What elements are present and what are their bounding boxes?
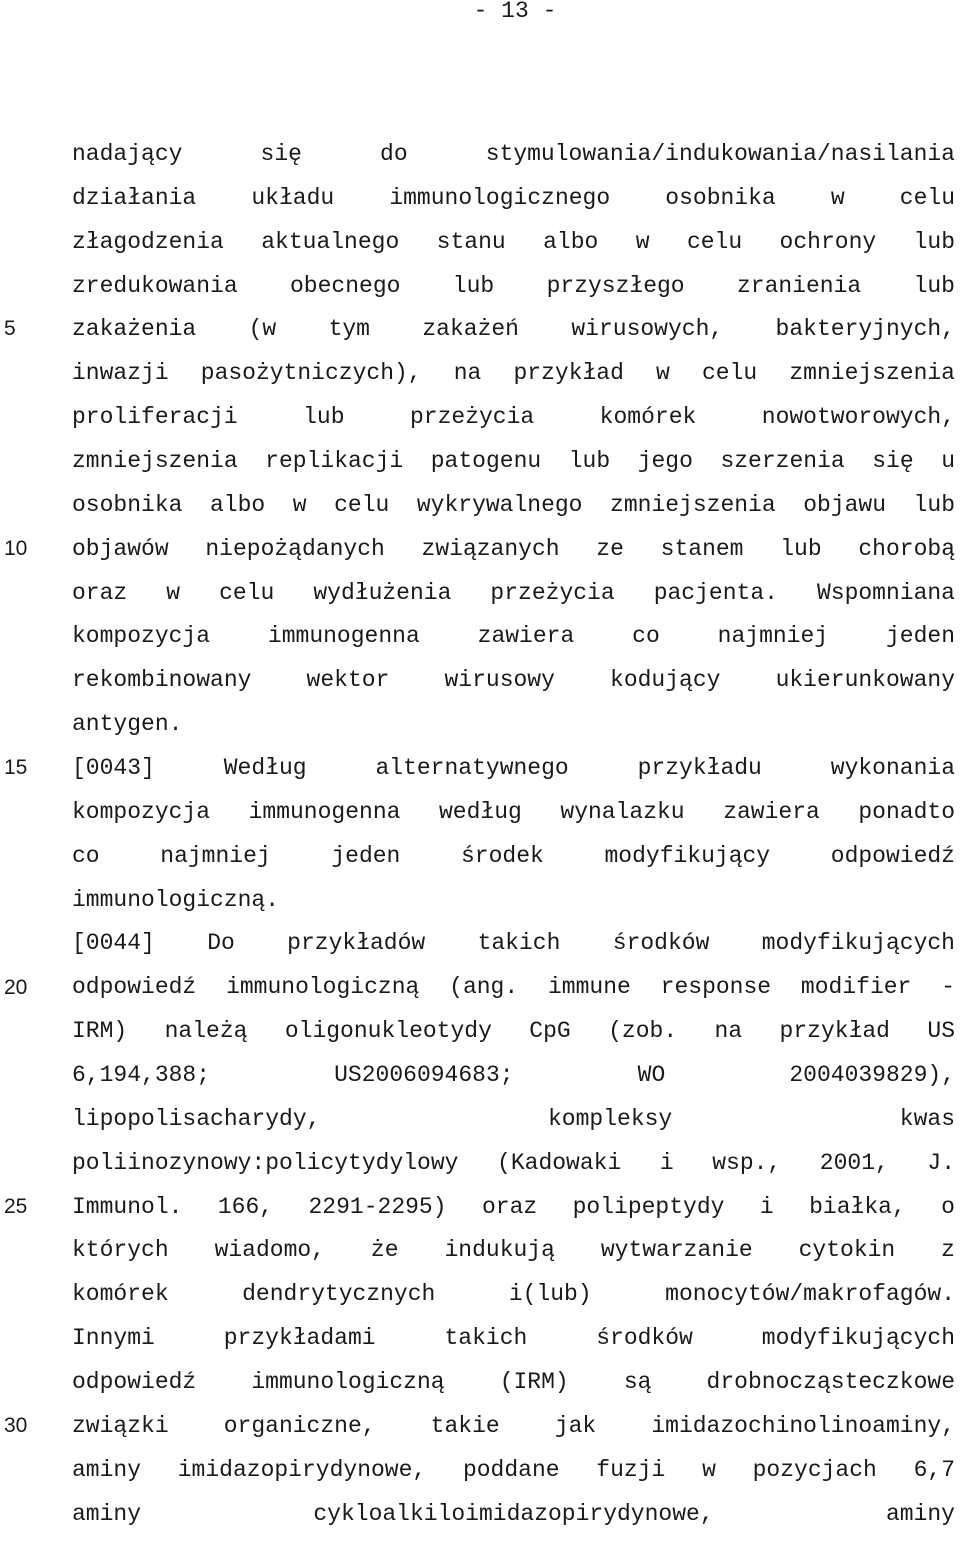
line-number: 25 [4, 1194, 28, 1218]
text-line: odpowiedź immunologiczną (IRM) są drobnocząsteczkowe [72, 1369, 955, 1396]
line-number: 10 [4, 536, 28, 560]
text-line: aminy cykloalkiloimidazopirydynowe, aminy [72, 1500, 955, 1527]
text-line: rekombinowany wektor wirusowy kodujący ukierunkowany [72, 667, 955, 694]
text-line: [0044] Do przykładów takich środków modyfikujących [72, 930, 955, 957]
document-body [72, 139, 955, 1543]
text-line: zakażenia (w tym zakażeń wirusowych, bakteryjnych, [72, 316, 955, 343]
text-line: zmniejszenia replikacji patogenu lub jego szerzenia się u [72, 448, 955, 475]
text-line: 6,194,388; US2006094683; WO 2004039829), [72, 1062, 955, 1089]
text-line: związki organiczne, takie jak imidazochinolinoaminy, [72, 1412, 955, 1439]
line-number: 20 [4, 975, 28, 999]
text-line: lipopolisacharydy, kompleksy kwas [72, 1105, 955, 1132]
text-line: co najmniej jeden środek modyfikujący odpowiedź [72, 842, 955, 869]
text-line: odpowiedź immunologiczną (ang. immune response modifier - [72, 974, 955, 1001]
text-line: IRM) należą oligonukleotydy CpG (zob. na przykład US [72, 1018, 955, 1045]
text-line: kompozycja immunogenna zawiera co najmniej jeden [72, 623, 955, 650]
text-line: oraz w celu wydłużenia przeżycia pacjenta. Wspomniana [72, 579, 955, 606]
line-number: 5 [4, 317, 16, 341]
text-line: immunologiczną. [72, 886, 280, 913]
text-line: komórek dendrytycznych i(lub) monocytów/makrofagów. [72, 1281, 955, 1308]
line-number: 15 [4, 756, 28, 780]
text-line: proliferacji lub przeżycia komórek nowotworowych, [72, 404, 955, 431]
text-line: złagodzenia aktualnego stanu albo w celu ochrony lub [72, 228, 955, 255]
text-line: aminy imidazopirydynowe, poddane fuzji w pozycjach 6,7 [72, 1456, 955, 1483]
text-line: zredukowania obecnego lub przyszłego zranienia lub [72, 272, 955, 299]
text-line: inwazji pasożytniczych), na przykład w celu zmniejszenia [72, 360, 955, 387]
text-line: poliinozynowy:policytydylowy (Kadowaki i wsp., 2001, J. [72, 1149, 955, 1176]
text-line: [0043] Według alternatywnego przykładu wykonania [72, 755, 955, 782]
text-line: nadający się do stymulowania/indukowania/nasilania [72, 141, 955, 167]
text-line: których wiadomo, że indukują wytwarzanie cytokin z [72, 1237, 955, 1264]
text-line: osobnika albo w celu wykrywalnego zmniejszenia objawu lub [72, 491, 955, 518]
text-line: objawów niepożądanych związanych ze stanem lub chorobą [72, 535, 955, 562]
line-number: 30 [4, 1414, 28, 1438]
text-line: działania układu immunologicznego osobnika w celu [72, 184, 955, 211]
text-line: Immunol. 166, 2291-2295) oraz polipeptydy i białka, o [72, 1193, 955, 1220]
text-line: kompozycja immunogenna według wynalazku zawiera ponadto [72, 798, 955, 825]
text-line: antygen. [72, 711, 183, 738]
text-line: Innymi przykładami takich środków modyfikujących [72, 1325, 955, 1352]
page-number: - 13 - [473, 0, 557, 24]
